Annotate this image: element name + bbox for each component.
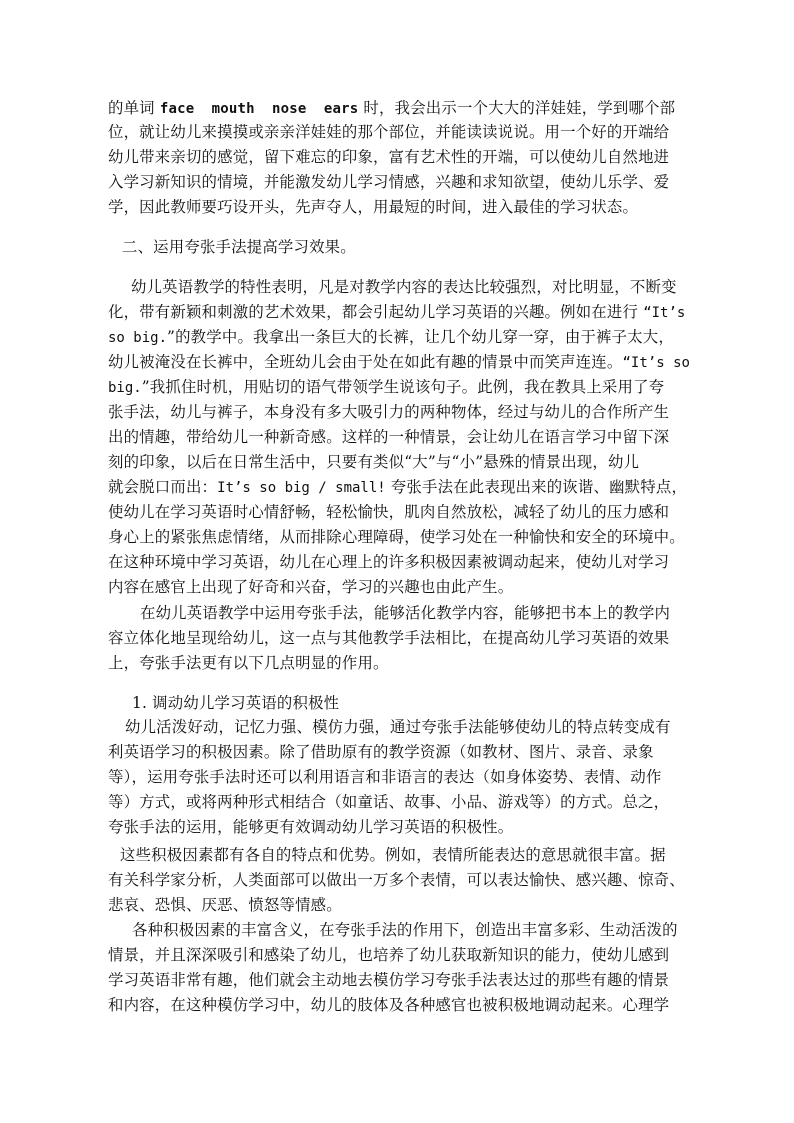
p3-line-3: 上，夸张手法更有以下几点明显的作用。 bbox=[108, 654, 389, 672]
p6-line-1: 各种积极因素的丰富含义，在夸张手法的作用下，创造出丰富多彩、生动活泼的 bbox=[132, 921, 678, 939]
p2-line-6: 张手法，幼儿与裤子，本身没有多大吸引力的两种物体，经过与幼儿的合作所产生 bbox=[108, 403, 670, 421]
p2-line9-a: 就会脱口而出： bbox=[108, 478, 218, 496]
p5-line-3: 悲哀、恐惧、厌恶、愤怒等情感。 bbox=[108, 896, 342, 914]
p2-line-9 bbox=[108, 476, 687, 499]
p2-line-13: 内容在感官上出现了好奇和兴奋，学习的兴趣也由此产生。 bbox=[108, 578, 514, 596]
p1-line-1 bbox=[108, 97, 675, 120]
p3-line-2: 容立体化地呈现给幼儿，这一点与其他教学手法相比，在提高幼儿学习英语的效果 bbox=[108, 629, 670, 647]
p2-line-1: 幼儿英语教学的特性表明，凡是对教学内容的表达比较强烈，对比明显，不断变 bbox=[131, 278, 677, 296]
p3-line-1: 在幼儿英语教学中运用夸张手法，能够活化教学内容，能够把书本上的教学内 bbox=[140, 604, 671, 622]
p2-line3-b: ”的教学中。我拿出一条巨大的长裤，让几个幼儿穿一穿，由于裤子太大， bbox=[167, 328, 674, 346]
p2-line-10: 使幼儿在学习英语时心情舒畅，轻松愉快，肌肉自然放松，减轻了幼儿的压力感和 bbox=[108, 503, 670, 521]
p2-line-11: 身心上的紧张焦虑情绪，从而排除心理障碍，使学习处在一种愉快和安全的环境中。 bbox=[108, 528, 685, 546]
p2-line3-a: so big. bbox=[108, 330, 168, 346]
p6-line-4: 和内容，在这种模仿学习中，幼儿的肢体及各种感官也被积极地调动起来。心理学 bbox=[108, 996, 670, 1014]
p1-line-3: 幼儿带来亲切的感觉，留下难忘的印象，富有艺术性的开端，可以使幼儿自然地进 bbox=[108, 148, 670, 166]
p2-line2-b: “It’s bbox=[643, 305, 686, 321]
p1-line1-suffix: 时，我会出示一个大大的洋娃娃，学到哪个部 bbox=[358, 99, 676, 117]
p1-english-words: face mouth nose ears bbox=[159, 101, 359, 117]
p6-line-2: 情景，并且深深吸引和感染了幼儿，也培养了幼儿获取新知识的能力，使幼儿感到 bbox=[108, 946, 670, 964]
p2-line-4 bbox=[108, 351, 690, 374]
p4-line-3: 等），运用夸张手法时还可以利用语言和非语言的表达（如身体姿势、表情、动作 bbox=[108, 768, 662, 786]
p4-line-5: 夸张手法的运用，能够更有效调动幼儿学习英语的积极性。 bbox=[108, 818, 514, 836]
p1-line1-prefix: 的单词 bbox=[108, 99, 160, 117]
p4-line-4: 等）方式，或将两种形式相结合（如童话、故事、小品、游戏等）的方式。总之， bbox=[108, 793, 670, 811]
p2-line5-b: ”我抓住时机，用贴切的语气带领学生说该句子。此例，我在教具上采用了夸 bbox=[141, 378, 665, 396]
p4-line-1: 幼儿活泼好动，记忆力强、模仿力强，通过夸张手法能够使幼儿的特点转变成有 bbox=[125, 718, 671, 736]
p2-line4-a: 幼儿被淹没在长裤中，全班幼儿会由于处在如此有趣的情景中而笑声连连。 bbox=[108, 353, 623, 371]
p4-line-2: 利英语学习的积极因素。除了借助原有的教学资源（如教材、图片、录音、录象 bbox=[108, 743, 654, 761]
p5-line-2: 有关科学家分析，人类面部可以做出一万多个表情，可以表达愉快、感兴趣、惊奇、 bbox=[108, 871, 685, 889]
p2-line-2 bbox=[108, 301, 685, 324]
p2-line9-c: 夸张手法在此表现出来的诙谐、幽默特点， bbox=[385, 478, 688, 496]
section-heading-2: 二、运用夸张手法提高学习效果。 bbox=[122, 238, 356, 256]
p2-line-5 bbox=[108, 376, 664, 399]
p2-line-8: 刻的印象，以后在日常生活中，只要有类似“大”与“小”悬殊的情景出现，幼儿 bbox=[108, 453, 640, 471]
p1-line-5: 学，因此教师要巧设开头，先声夺人，用最短的时间，进入最佳的学习状态。 bbox=[108, 198, 639, 216]
p2-line5-a: big. bbox=[108, 380, 142, 396]
p2-line2-a: 化，带有新颖和刺激的艺术效果，都会引起幼儿学习英语的兴趣。例如在进行 bbox=[108, 303, 644, 321]
p2-line9-b: It’s so big / small! bbox=[217, 480, 386, 496]
p2-line4-b: “It’s so bbox=[622, 355, 690, 371]
p1-line-2: 位，就让幼儿来摸摸或亲亲洋娃娃的那个部位，并能读读说说。用一个好的开端给 bbox=[108, 123, 670, 141]
p5-line-1: 这些积极因素都有各自的特点和优势。例如，表情所能表达的意思就很丰富。据 bbox=[120, 846, 666, 864]
p6-line-3: 学习英语非常有趣，他们就会主动地去模仿学习夸张手法表达过的那些有趣的情景 bbox=[108, 971, 670, 989]
subheading-1: 1. 调动幼儿学习英语的积极性 bbox=[132, 694, 340, 712]
p2-line-7: 出的情趣，带给幼儿一种新奇感。这样的一种情景，会让幼儿在语言学习中留下深 bbox=[108, 428, 670, 446]
p2-line-3 bbox=[108, 326, 674, 349]
p2-line-12: 在这种环境中学习英语，幼儿在心理上的许多积极因素被调动起来，使幼儿对学习 bbox=[108, 553, 670, 571]
p1-line-4: 入学习新知识的情境，并能激发幼儿学习情感，兴趣和求知欲望，使幼儿乐学、爱 bbox=[108, 173, 670, 191]
